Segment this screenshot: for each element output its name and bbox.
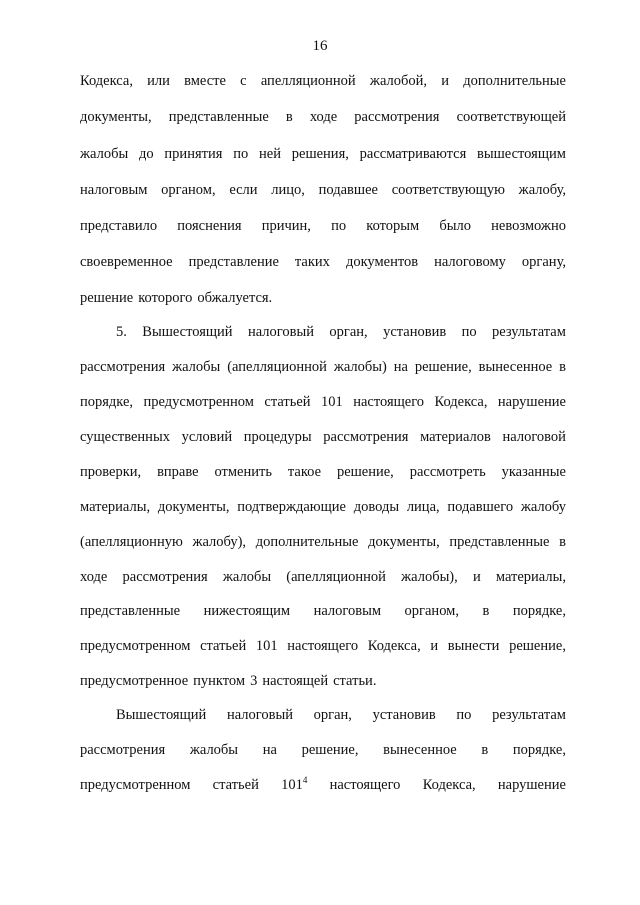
text-word: существенных (80, 429, 170, 445)
text-word: результатам (492, 324, 566, 340)
text-word: жалобу, (518, 182, 566, 198)
text-line (80, 393, 566, 411)
text-word: документы, (157, 499, 230, 515)
text-word: рассмотрения (80, 742, 166, 758)
text-word: в (285, 109, 293, 125)
text-word: 3 (250, 673, 258, 689)
text-line (80, 741, 566, 759)
text-word: 5. (116, 324, 127, 340)
text-word: материалы, (80, 499, 151, 515)
text-word: представление (188, 254, 279, 270)
text-word: (апелляционной (227, 359, 327, 375)
text-word: подавшего (447, 499, 514, 515)
text-word: жалобы (222, 569, 272, 585)
text-word: предусмотренном (143, 394, 254, 410)
page-number: 16 (312, 38, 328, 54)
text-word: и (472, 569, 481, 585)
text-word: предусмотренном (80, 777, 191, 793)
text-word: доводы (353, 499, 400, 515)
text-word: Кодекса, (434, 394, 488, 410)
text-word: документы, (80, 109, 152, 125)
text-word: пунктом (193, 673, 246, 689)
text-word: условий (181, 429, 233, 445)
text-line (80, 463, 566, 481)
text-line (80, 602, 566, 620)
text-word: решения, (291, 146, 349, 162)
text-word: решение, (301, 742, 359, 758)
text-word: настоящего (329, 777, 401, 793)
text-word: материалы, (495, 569, 566, 585)
text-word: налоговому (434, 254, 506, 270)
text-word: орган, (329, 324, 368, 340)
text-word: установив (383, 324, 447, 340)
text-word: рассмотрения (80, 359, 166, 375)
text-word: на (262, 742, 277, 758)
text-line (116, 323, 566, 341)
text-line (80, 217, 566, 235)
text-word: причин, (261, 218, 311, 234)
text-word: $101^4$ (281, 775, 308, 793)
text-line (80, 358, 566, 376)
text-line (80, 108, 566, 126)
text-word: налоговый (226, 707, 293, 723)
text-word: подавшее (318, 182, 378, 198)
text-word: если (229, 182, 258, 198)
text-word: жалобу), (192, 534, 247, 550)
text-word: соответствующей (456, 109, 566, 125)
text-word: невозможно (491, 218, 566, 234)
text-word: нижестоящим (203, 603, 291, 619)
text-word: которого (138, 290, 193, 306)
text-word: налоговым (313, 603, 382, 619)
text-word: Кодекса, (367, 638, 421, 654)
text-word: жалобы (172, 359, 221, 375)
text-line (116, 706, 566, 724)
text-word: ней (259, 146, 281, 162)
text-word: и (441, 73, 449, 89)
text-line (80, 428, 566, 446)
text-word: (апелляционную (80, 534, 183, 550)
text-word: жалобы (189, 742, 239, 758)
text-word: соответствующую (391, 182, 505, 198)
text-word: жалобы (80, 146, 129, 162)
text-line (80, 672, 566, 690)
text-line (80, 637, 566, 655)
text-word: дополнительные (463, 73, 566, 89)
text-word: органом, (404, 603, 459, 619)
text-line (80, 568, 566, 586)
text-word: настоящей (262, 673, 329, 689)
text-word: проверки, (80, 464, 142, 480)
text-word: Кодекса, (80, 73, 133, 89)
text-word: 101 (321, 394, 343, 410)
text-word: в (559, 534, 566, 550)
text-word: жалобы) (333, 359, 387, 375)
text-word: рассмотрения (323, 429, 409, 445)
text-word: указанные (501, 464, 566, 480)
text-word: на (393, 359, 408, 375)
text-word: вынесенное (383, 742, 457, 758)
text-word: обжалуется. (197, 290, 273, 306)
text-word: и (430, 638, 439, 654)
text-word: рассматриваются (359, 146, 467, 162)
text-word: жалобой, (369, 73, 428, 89)
text-word: предусмотренном (80, 638, 191, 654)
text-word: которым (366, 218, 420, 234)
text-line (80, 181, 566, 199)
text-word: 101 (255, 638, 278, 654)
text-word: рассмотрения (122, 569, 208, 585)
text-word: было (439, 218, 471, 234)
text-word: вместе (184, 73, 226, 89)
text-word: вынести (447, 638, 500, 654)
text-word: материалов (420, 429, 491, 445)
text-word: нарушение (497, 777, 566, 793)
text-word: статьей (264, 394, 311, 410)
text-word: рассмотреть (409, 464, 486, 480)
text-word: лицо, (271, 182, 305, 198)
text-word: установив (372, 707, 436, 723)
text-line (80, 776, 566, 794)
text-word: (апелляционной (286, 569, 386, 585)
text-word: принятия (164, 146, 223, 162)
text-word: решение, (509, 638, 566, 654)
text-word: по (461, 324, 477, 340)
text-word: вышестоящим (477, 146, 566, 162)
text-word: жалобу (520, 499, 566, 515)
text-line (80, 289, 566, 307)
text-word: в (481, 742, 489, 758)
text-word: результатам (492, 707, 566, 723)
text-word: рассмотрения (354, 109, 440, 125)
text-word: нарушение (497, 394, 566, 410)
text-line (80, 533, 566, 551)
text-word: налоговый (247, 324, 314, 340)
text-word: ходе (80, 569, 108, 585)
text-word: предусмотренное (80, 673, 189, 689)
text-word: Вышестоящий (142, 324, 233, 340)
text-word: жалобы), (401, 569, 458, 585)
text-word: Вышестоящий (116, 707, 207, 723)
text-word: такое (287, 464, 322, 480)
text-word: решение, (336, 464, 394, 480)
text-word: в (482, 603, 490, 619)
text-word: лица, (406, 499, 440, 515)
text-word: таких (294, 254, 330, 270)
text-word: пояснения (177, 218, 242, 234)
text-word: представило (80, 218, 158, 234)
text-word: Кодекса, (422, 777, 476, 793)
text-word: документов (345, 254, 419, 270)
text-word: или (147, 73, 170, 89)
text-word: по (456, 707, 472, 723)
text-word: представленные (168, 109, 269, 125)
text-word: решение (80, 290, 134, 306)
text-word: ходе (309, 109, 338, 125)
text-word: подтверждающие (237, 499, 346, 515)
text-word: отменить (214, 464, 272, 480)
text-word: апелляционной (260, 73, 356, 89)
text-word: по (331, 218, 347, 234)
text-word: орган, (313, 707, 352, 723)
text-word: статьей (200, 638, 247, 654)
text-word: вынесенное (478, 359, 553, 375)
text-word: статьей (212, 777, 259, 793)
text-word: вправе (157, 464, 199, 480)
text-word: настоящего (353, 394, 425, 410)
text-line (80, 145, 566, 163)
text-word: процедуры (243, 429, 312, 445)
text-word: представленные (449, 534, 550, 550)
text-word: налоговой (502, 429, 566, 445)
text-word: порядке, (512, 742, 566, 758)
text-word: органом, (161, 182, 216, 198)
text-word: до (138, 146, 154, 162)
text-word: дополнительные (255, 534, 359, 550)
text-word: документы, (368, 534, 440, 550)
text-word: порядке, (80, 394, 134, 410)
text-word: решение, (414, 359, 472, 375)
text-word: статьи. (333, 673, 377, 689)
text-word: представленные (80, 603, 181, 619)
text-line (80, 72, 566, 90)
text-line (80, 498, 566, 516)
text-line (80, 253, 566, 271)
text-word: налоговым (80, 182, 148, 198)
text-word: порядке, (512, 603, 566, 619)
text-word: своевременное (80, 254, 173, 270)
text-word: в (559, 359, 566, 375)
text-word: с (240, 73, 247, 89)
text-word: настоящего (287, 638, 359, 654)
text-word: органу, (521, 254, 566, 270)
text-word: по (233, 146, 249, 162)
